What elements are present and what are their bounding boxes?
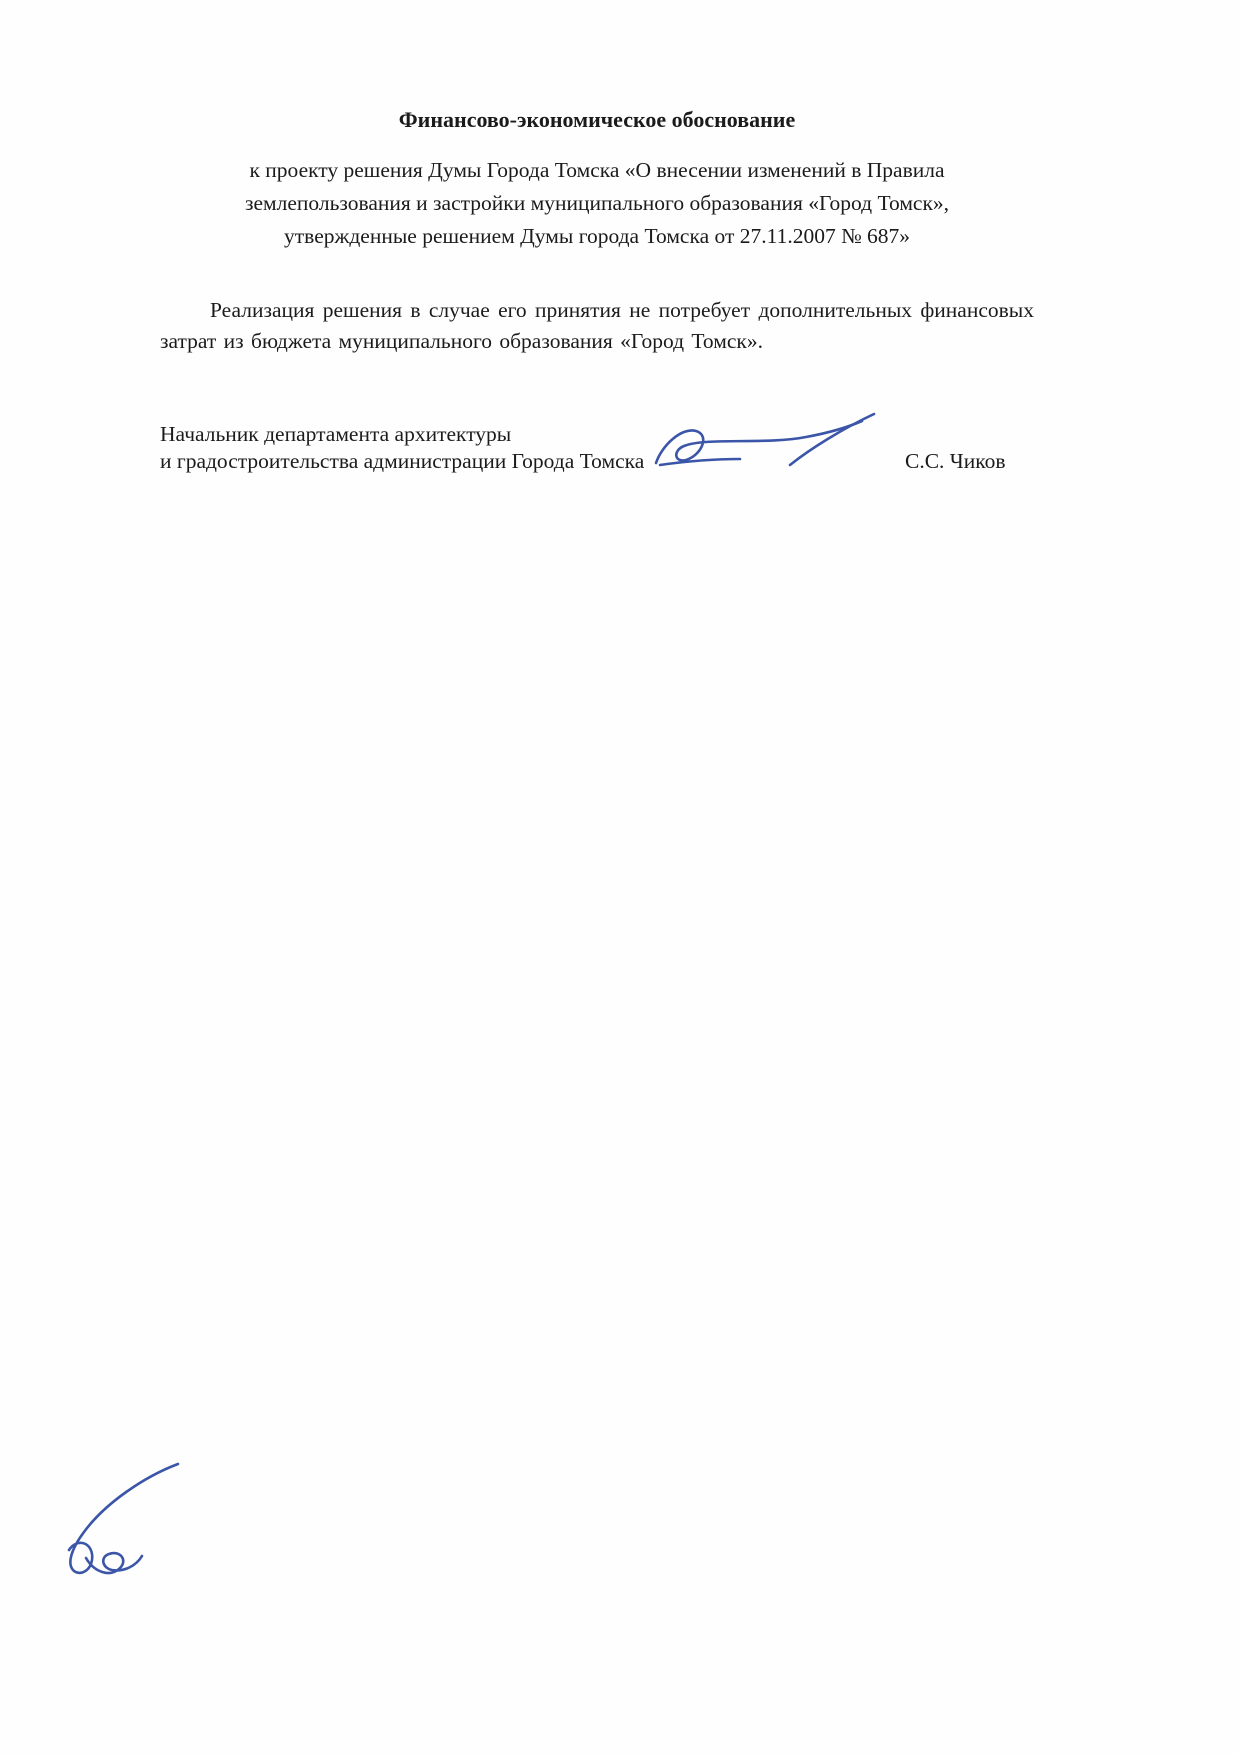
document-content [0, 0, 1239, 477]
signature-block [160, 421, 1034, 477]
subtitle-line-1: к проекту решения Думы Города Томска «О внесении изменений в Правила [249, 158, 945, 182]
signatory-position-line-2: и градостроительства администрации Города Томска [160, 449, 645, 473]
signatory-name: С.С. Чиков [905, 449, 1006, 473]
document-title: Финансово-экономическое обоснование [398, 107, 796, 132]
body-paragraph: Реализация решения в случае его принятия не потребует дополнительных финансовых затрат из бюджета муниципального образования «Город Томск». [160, 298, 1034, 353]
document-subtitle [160, 154, 1034, 253]
signatory-position-line-1: Начальник департамента архитектуры [160, 422, 512, 446]
handwritten-signature-ink [648, 407, 888, 483]
signatory-position [160, 421, 644, 475]
subtitle-line-3: утвержденные решением Думы города Томска от 27.11.2007 № 687» [284, 224, 910, 248]
subtitle-line-2: землепользования и застройки муниципального образования «Город Томск», [244, 191, 950, 215]
page-corner-signature-ink [36, 1458, 186, 1588]
